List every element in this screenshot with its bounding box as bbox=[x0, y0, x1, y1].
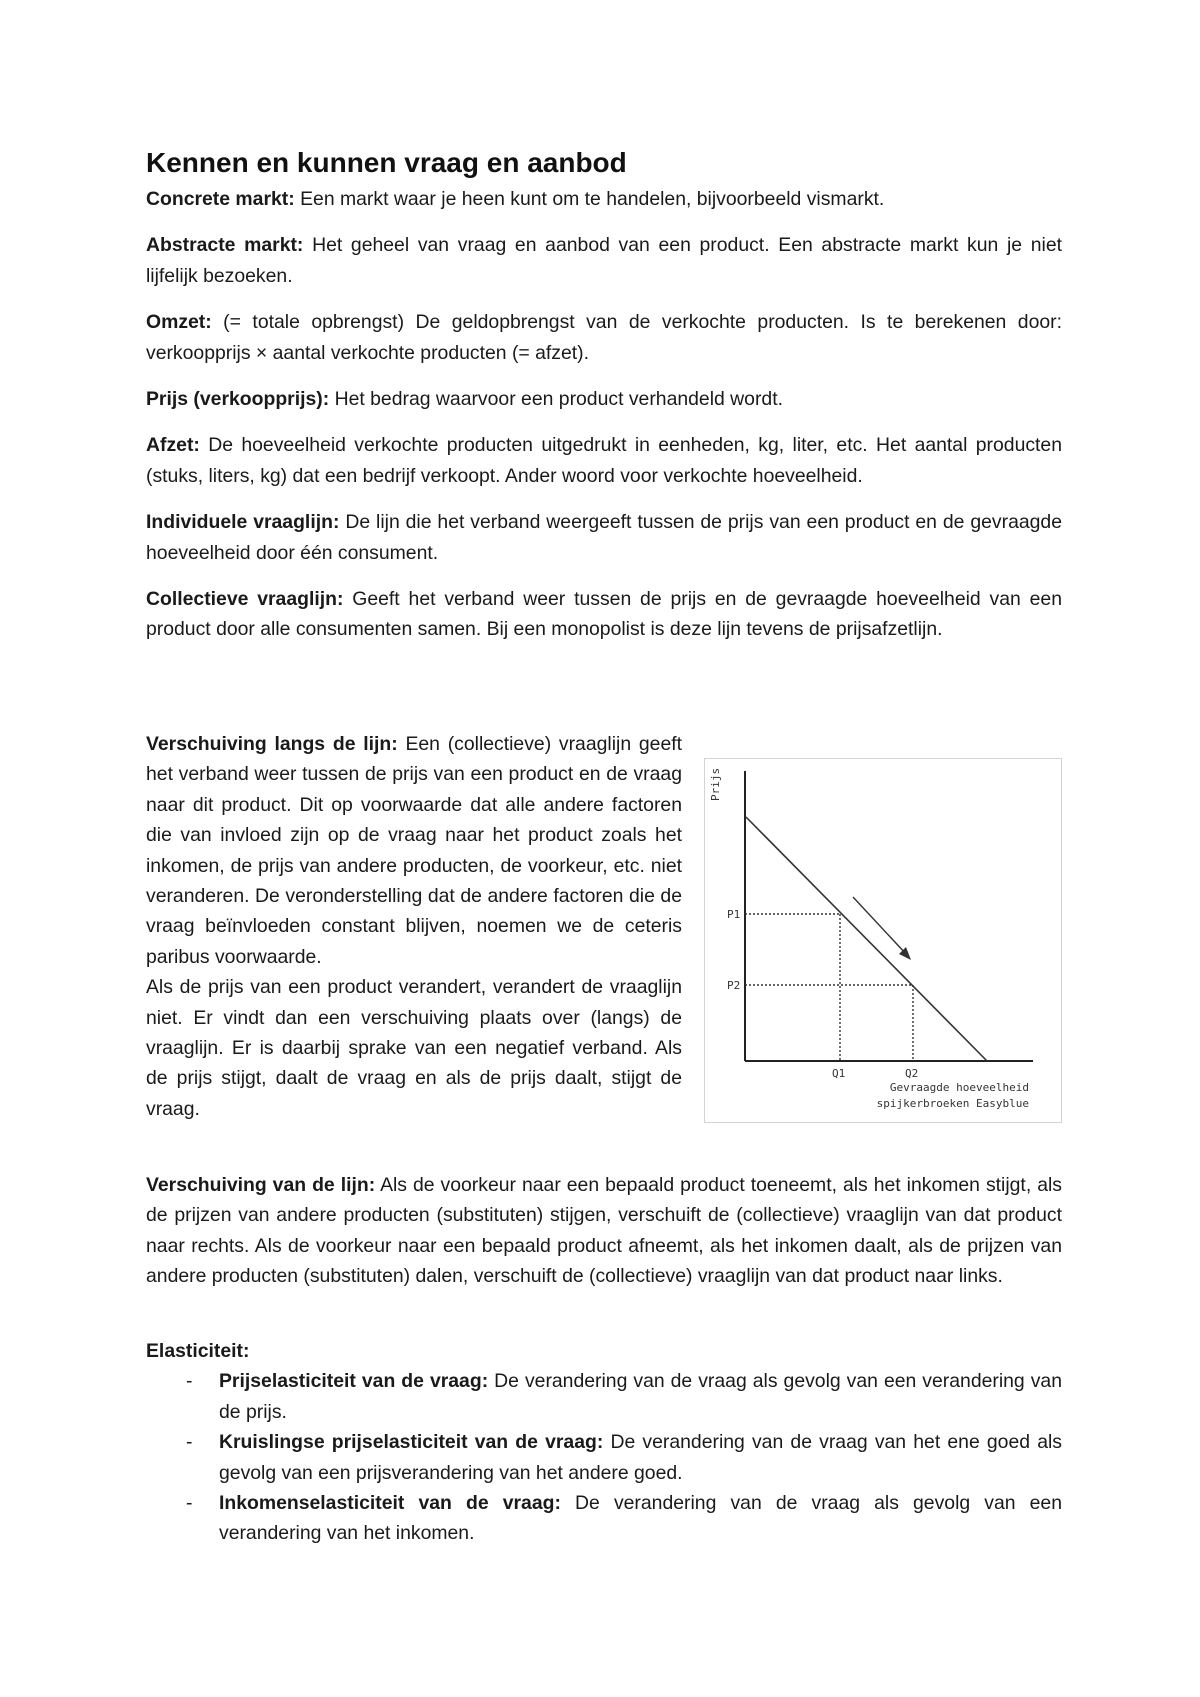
list-dash: - bbox=[186, 1431, 193, 1454]
definition-text: (= totale opbrengst) De geldopbrengst van de verkochte producten. Is te berekenen door: verkoopprijs × aantal verkochte producten (= afzet). bbox=[146, 311, 1062, 364]
definition-afzet bbox=[146, 430, 1062, 491]
list-dash: - bbox=[186, 1370, 193, 1393]
elasticity-item bbox=[146, 1366, 1062, 1427]
elasticity-section bbox=[146, 1336, 1062, 1549]
elasticity-text: De verandering van de vraag van het ene goed als gevolg van een prijsverandering van het andere goed. bbox=[219, 1431, 1062, 1484]
definition-term: Collectieve vraaglijn: bbox=[146, 588, 344, 611]
x-axis-label-line1: Gevraagde hoeveelheid bbox=[889, 1081, 1029, 1094]
definition-omzet bbox=[146, 307, 1062, 368]
demand-line bbox=[746, 817, 987, 1061]
demand-curve-svg bbox=[705, 759, 1061, 1122]
definition-prijs bbox=[146, 384, 1062, 414]
shift-along-term: Verschuiving langs de lijn: bbox=[146, 733, 398, 755]
movement-arrow-shaft bbox=[853, 897, 907, 955]
definition-term: Concrete markt: bbox=[146, 188, 295, 210]
elasticity-term: Inkomenselasticiteit van de vraag: bbox=[219, 1492, 561, 1515]
shift-of-paragraph bbox=[146, 1170, 1062, 1292]
elasticity-heading-text: Elasticiteit: bbox=[146, 1340, 250, 1362]
elasticity-item bbox=[146, 1488, 1062, 1549]
definition-collectieve-vraaglijn bbox=[146, 584, 1062, 645]
list-dash: - bbox=[186, 1492, 193, 1515]
definition-text: De hoeveelheid verkochte producten uitgedrukt in eenheden, kg, liter, etc. Het aantal producten (stuks, liters, kg) dat een bedrijf verkoopt. Ander woord voor verkochte hoeveelheid. bbox=[146, 434, 1062, 487]
shift-along-paragraph-2: Als de prijs van een product verandert, verandert de vraaglijn niet. Er vindt dan een verschuiving plaats over (langs) de vraaglijn. Er is daarbij sprake van een negatief verband. Als de prijs stijgt, daalt de vraag en als de prijs daalt, stijgt de vraag. bbox=[146, 976, 682, 1120]
elasticity-item bbox=[146, 1427, 1062, 1488]
shift-of-text: Als de voorkeur naar een bepaald product toeneemt, als het inkomen stijgt, als de prijzen van andere producten (substituten) stijgen, verschuift de (collectieve) vraaglijn van dat product naar rechts. Als de voorkeur naar een bepaald product afneemt, als het inkomen daalt, als de prijzen van andere producten (substituten) dalen, verschuift de (collectieve) vraaglijn van dat product naar links. bbox=[146, 1174, 1062, 1288]
shift-along-text: Een (collectieve) vraaglijn geeft het verband weer tussen de prijs van een product en de vraag naar dit product. Dit op voorwaarde dat alle andere factoren die van invloed zijn op de vraag naar het product zoals het inkomen, de prijs van andere producten, de voorkeur, etc. niet veranderen. De veronderstelling dat de andere factoren die de vraag beïnvloeden constant blijven, noemen we de ceteris paribus voorwaarde. bbox=[146, 733, 682, 968]
shift-of-term: Verschuiving van de lijn: bbox=[146, 1174, 376, 1196]
demand-curve-chart bbox=[704, 758, 1062, 1123]
shift-of-section bbox=[146, 1170, 1062, 1292]
x-tick-label-q2: Q2 bbox=[905, 1067, 919, 1080]
elasticity-text: De verandering van de vraag als gevolg van een verandering van het inkomen. bbox=[219, 1492, 1063, 1545]
x-tick-label-q1: Q1 bbox=[832, 1067, 846, 1080]
definition-text: Geeft het verband weer tussen de prijs en de gevraagde hoeveelheid van een product door alle consumenten samen. Bij een monopolist is deze lijn tevens de prijsafzetlijn. bbox=[146, 588, 1063, 641]
page-title: Kennen en kunnen vraag en aanbod bbox=[146, 147, 627, 178]
definition-text: De lijn die het verband weergeeft tussen de prijs van een product en de gevraagde hoeveelheid door één consument. bbox=[146, 511, 1062, 564]
definition-text: Het bedrag waarvoor een product verhandeld wordt. bbox=[329, 388, 783, 411]
y-tick-label-p2: P2 bbox=[727, 979, 741, 992]
y-axis-label: Prijs bbox=[709, 767, 722, 801]
definition-concrete-markt bbox=[146, 184, 1062, 214]
definitions-block bbox=[146, 184, 1062, 661]
y-tick-label-p1: P1 bbox=[727, 908, 741, 921]
definition-term: Afzet: bbox=[146, 434, 200, 457]
elasticity-term: Prijselasticiteit van de vraag: bbox=[219, 1370, 489, 1393]
elasticity-term: Kruislingse prijselasticiteit van de vraag: bbox=[219, 1431, 604, 1454]
definition-term: Omzet: bbox=[146, 311, 212, 334]
elasticity-text: De verandering van de vraag als gevolg van een verandering van de prijs. bbox=[219, 1370, 1062, 1423]
shift-along-paragraph bbox=[146, 729, 682, 972]
definition-individuele-vraaglijn bbox=[146, 507, 1062, 568]
elasticity-heading bbox=[146, 1336, 1062, 1366]
x-axis-label-line2: spijkerbroeken Easyblue bbox=[876, 1097, 1029, 1110]
definition-term: Prijs (verkoopprijs): bbox=[146, 388, 330, 411]
definition-term: Abstracte markt: bbox=[146, 234, 304, 257]
shift-along-section bbox=[146, 729, 682, 1124]
definition-term: Individuele vraaglijn: bbox=[146, 511, 340, 534]
elasticity-list bbox=[146, 1366, 1062, 1548]
definition-abstracte-markt bbox=[146, 230, 1062, 291]
definition-text: Een markt waar je heen kunt om te handelen, bijvoorbeeld vismarkt. bbox=[294, 188, 885, 210]
definition-text: Het geheel van vraag en aanbod van een product. Een abstracte markt kun je niet lijfelijk bezoeken. bbox=[146, 234, 1062, 287]
